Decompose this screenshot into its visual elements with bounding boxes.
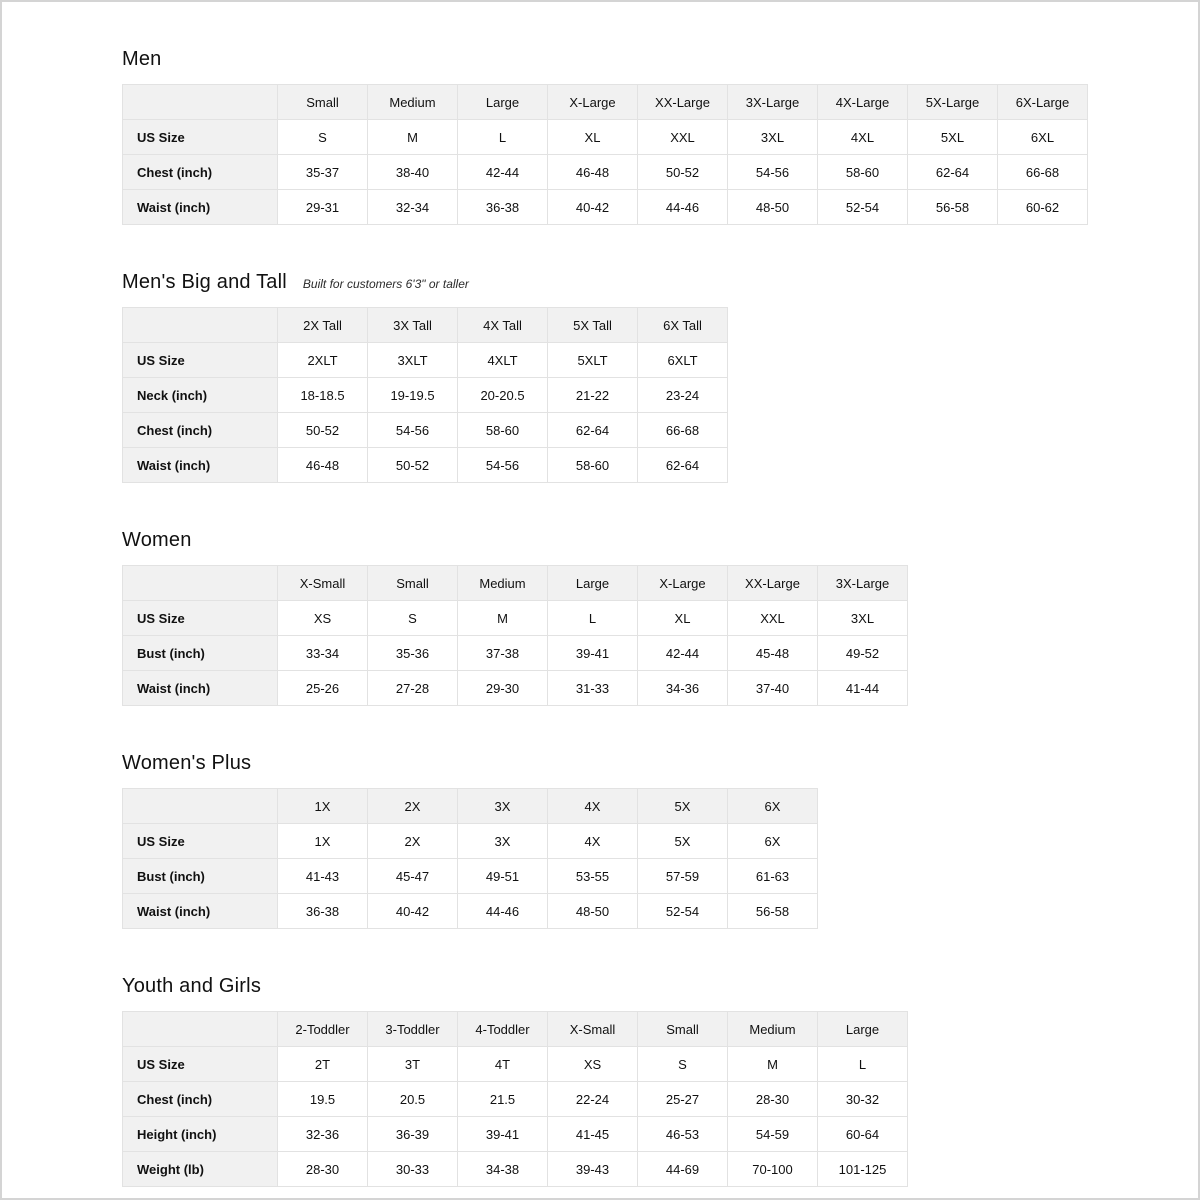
value-cell: 50-52 xyxy=(368,448,458,483)
column-header-row xyxy=(123,308,728,343)
value-cell: 30-33 xyxy=(368,1152,458,1187)
corner-cell xyxy=(123,789,278,824)
section-heading xyxy=(122,48,1168,71)
row-label: Waist (inch) xyxy=(123,894,278,929)
value-cell: M xyxy=(368,120,458,155)
column-header: 4X-Large xyxy=(818,85,908,120)
row-label: Waist (inch) xyxy=(123,671,278,706)
row-label: Neck (inch) xyxy=(123,378,278,413)
value-cell: 29-30 xyxy=(458,671,548,706)
column-header: X-Small xyxy=(548,1012,638,1047)
value-cell: 39-41 xyxy=(458,1117,548,1152)
column-header: 3-Toddler xyxy=(368,1012,458,1047)
column-header: X-Small xyxy=(278,566,368,601)
value-cell: 20-20.5 xyxy=(458,378,548,413)
value-cell: 22-24 xyxy=(548,1082,638,1117)
size-table-womens-plus xyxy=(122,788,818,929)
table-row xyxy=(123,1117,908,1152)
value-cell: L xyxy=(818,1047,908,1082)
row-label: US Size xyxy=(123,824,278,859)
value-cell: 6XLT xyxy=(638,343,728,378)
value-cell: M xyxy=(458,601,548,636)
value-cell: L xyxy=(458,120,548,155)
column-header-row xyxy=(123,789,818,824)
value-cell: 6XL xyxy=(998,120,1088,155)
value-cell: 45-48 xyxy=(728,636,818,671)
value-cell: 57-59 xyxy=(638,859,728,894)
column-header: Small xyxy=(278,85,368,120)
table-row xyxy=(123,894,818,929)
value-cell: 5XLT xyxy=(548,343,638,378)
value-cell: 40-42 xyxy=(368,894,458,929)
value-cell: 3T xyxy=(368,1047,458,1082)
column-header: 3X Tall xyxy=(368,308,458,343)
value-cell: L xyxy=(548,601,638,636)
value-cell: 44-46 xyxy=(638,190,728,225)
section-subtitle: Built for customers 6'3" or taller xyxy=(302,277,469,291)
value-cell: 44-46 xyxy=(458,894,548,929)
section-heading xyxy=(122,271,1168,294)
value-cell: 42-44 xyxy=(638,636,728,671)
value-cell: 38-40 xyxy=(368,155,458,190)
column-header: Large xyxy=(818,1012,908,1047)
value-cell: 54-59 xyxy=(728,1117,818,1152)
row-label: Weight (lb) xyxy=(123,1152,278,1187)
size-table-women xyxy=(122,565,908,706)
row-label: Waist (inch) xyxy=(123,190,278,225)
column-header: XX-Large xyxy=(638,85,728,120)
table-row xyxy=(123,636,908,671)
column-header: XX-Large xyxy=(728,566,818,601)
section-title: Men's Big and Tall xyxy=(122,271,287,293)
column-header: Large xyxy=(458,85,548,120)
column-header: 4X Tall xyxy=(458,308,548,343)
row-label: Waist (inch) xyxy=(123,448,278,483)
row-label: Bust (inch) xyxy=(123,859,278,894)
value-cell: 60-62 xyxy=(998,190,1088,225)
value-cell: XXL xyxy=(638,120,728,155)
table-row xyxy=(123,448,728,483)
value-cell: 36-38 xyxy=(458,190,548,225)
value-cell: 42-44 xyxy=(458,155,548,190)
section-title: Women's Plus xyxy=(122,752,252,774)
column-header: 5X xyxy=(638,789,728,824)
value-cell: 25-26 xyxy=(278,671,368,706)
table-row xyxy=(123,343,728,378)
value-cell: 3XLT xyxy=(368,343,458,378)
value-cell: 29-31 xyxy=(278,190,368,225)
value-cell: 4XLT xyxy=(458,343,548,378)
column-header: Medium xyxy=(368,85,458,120)
value-cell: 31-33 xyxy=(548,671,638,706)
column-header: 3X-Large xyxy=(818,566,908,601)
value-cell: 20.5 xyxy=(368,1082,458,1117)
column-header-row xyxy=(123,566,908,601)
column-header: 2X xyxy=(368,789,458,824)
value-cell: M xyxy=(728,1047,818,1082)
value-cell: 53-55 xyxy=(548,859,638,894)
value-cell: 28-30 xyxy=(278,1152,368,1187)
value-cell: 49-51 xyxy=(458,859,548,894)
value-cell: 5X xyxy=(638,824,728,859)
value-cell: 54-56 xyxy=(728,155,818,190)
value-cell: 3XL xyxy=(728,120,818,155)
column-header: Small xyxy=(638,1012,728,1047)
value-cell: 101-125 xyxy=(818,1152,908,1187)
table-row xyxy=(123,378,728,413)
value-cell: 44-69 xyxy=(638,1152,728,1187)
table-row xyxy=(123,413,728,448)
value-cell: 41-43 xyxy=(278,859,368,894)
table-row xyxy=(123,671,908,706)
column-header: Medium xyxy=(728,1012,818,1047)
corner-cell xyxy=(123,1012,278,1047)
value-cell: 52-54 xyxy=(818,190,908,225)
column-header: 5X Tall xyxy=(548,308,638,343)
value-cell: 58-60 xyxy=(548,448,638,483)
column-header-row xyxy=(123,85,1088,120)
value-cell: 27-28 xyxy=(368,671,458,706)
value-cell: 36-39 xyxy=(368,1117,458,1152)
value-cell: 21-22 xyxy=(548,378,638,413)
value-cell: S xyxy=(278,120,368,155)
value-cell: 50-52 xyxy=(638,155,728,190)
value-cell: 48-50 xyxy=(548,894,638,929)
row-label: US Size xyxy=(123,1047,278,1082)
table-row xyxy=(123,601,908,636)
value-cell: 23-24 xyxy=(638,378,728,413)
column-header: 3X-Large xyxy=(728,85,818,120)
value-cell: S xyxy=(638,1047,728,1082)
value-cell: 35-37 xyxy=(278,155,368,190)
value-cell: 40-42 xyxy=(548,190,638,225)
value-cell: 4XL xyxy=(818,120,908,155)
value-cell: 28-30 xyxy=(728,1082,818,1117)
section-women xyxy=(122,529,1168,706)
value-cell: 34-38 xyxy=(458,1152,548,1187)
table-row xyxy=(123,190,1088,225)
table-row xyxy=(123,1082,908,1117)
value-cell: 39-43 xyxy=(548,1152,638,1187)
column-header-row xyxy=(123,1012,908,1047)
value-cell: 34-36 xyxy=(638,671,728,706)
value-cell: 66-68 xyxy=(998,155,1088,190)
value-cell: 19.5 xyxy=(278,1082,368,1117)
value-cell: 1X xyxy=(278,824,368,859)
value-cell: 48-50 xyxy=(728,190,818,225)
row-label: Bust (inch) xyxy=(123,636,278,671)
corner-cell xyxy=(123,308,278,343)
value-cell: 35-36 xyxy=(368,636,458,671)
column-header: 6X xyxy=(728,789,818,824)
section-men xyxy=(122,48,1168,225)
value-cell: 39-41 xyxy=(548,636,638,671)
corner-cell xyxy=(123,85,278,120)
row-label: Chest (inch) xyxy=(123,413,278,448)
value-cell: 62-64 xyxy=(638,448,728,483)
row-label: Height (inch) xyxy=(123,1117,278,1152)
column-header: 5X-Large xyxy=(908,85,998,120)
value-cell: XL xyxy=(638,601,728,636)
section-mens-big-and-tall xyxy=(122,271,1168,483)
value-cell: 61-63 xyxy=(728,859,818,894)
section-youth-and-girls xyxy=(122,975,1168,1187)
value-cell: 2XLT xyxy=(278,343,368,378)
row-label: US Size xyxy=(123,601,278,636)
column-header: Small xyxy=(368,566,458,601)
row-label: Chest (inch) xyxy=(123,1082,278,1117)
value-cell: 41-45 xyxy=(548,1117,638,1152)
value-cell: 2X xyxy=(368,824,458,859)
section-heading xyxy=(122,752,1168,775)
value-cell: 3XL xyxy=(818,601,908,636)
column-header: 3X xyxy=(458,789,548,824)
value-cell: 46-48 xyxy=(278,448,368,483)
table-row xyxy=(123,1152,908,1187)
size-table-youth-and-girls xyxy=(122,1011,908,1187)
size-table-men xyxy=(122,84,1088,225)
section-title: Youth and Girls xyxy=(122,975,262,997)
value-cell: 41-44 xyxy=(818,671,908,706)
value-cell: 62-64 xyxy=(908,155,998,190)
value-cell: 3X xyxy=(458,824,548,859)
table-row xyxy=(123,155,1088,190)
value-cell: 32-34 xyxy=(368,190,458,225)
table-row xyxy=(123,824,818,859)
value-cell: 66-68 xyxy=(638,413,728,448)
size-table-mens-big-and-tall xyxy=(122,307,728,483)
value-cell: S xyxy=(368,601,458,636)
value-cell: XXL xyxy=(728,601,818,636)
section-title: Men xyxy=(122,48,162,70)
section-heading xyxy=(122,529,1168,552)
value-cell: 5XL xyxy=(908,120,998,155)
table-row xyxy=(123,120,1088,155)
value-cell: 4T xyxy=(458,1047,548,1082)
section-womens-plus xyxy=(122,752,1168,929)
value-cell: 4X xyxy=(548,824,638,859)
value-cell: 18-18.5 xyxy=(278,378,368,413)
column-header: 4-Toddler xyxy=(458,1012,548,1047)
column-header: Medium xyxy=(458,566,548,601)
column-header: 6X Tall xyxy=(638,308,728,343)
value-cell: 25-27 xyxy=(638,1082,728,1117)
value-cell: 49-52 xyxy=(818,636,908,671)
value-cell: 37-40 xyxy=(728,671,818,706)
row-label: US Size xyxy=(123,120,278,155)
value-cell: XL xyxy=(548,120,638,155)
value-cell: 50-52 xyxy=(278,413,368,448)
column-header: 2X Tall xyxy=(278,308,368,343)
value-cell: 56-58 xyxy=(908,190,998,225)
value-cell: 60-64 xyxy=(818,1117,908,1152)
value-cell: 36-38 xyxy=(278,894,368,929)
corner-cell xyxy=(123,566,278,601)
value-cell: 32-36 xyxy=(278,1117,368,1152)
column-header: 4X xyxy=(548,789,638,824)
value-cell: 58-60 xyxy=(818,155,908,190)
column-header: X-Large xyxy=(548,85,638,120)
value-cell: 62-64 xyxy=(548,413,638,448)
section-title: Women xyxy=(122,529,192,551)
value-cell: 54-56 xyxy=(458,448,548,483)
section-heading xyxy=(122,975,1168,998)
table-row xyxy=(123,859,818,894)
value-cell: 37-38 xyxy=(458,636,548,671)
value-cell: 30-32 xyxy=(818,1082,908,1117)
column-header: X-Large xyxy=(638,566,728,601)
value-cell: 46-48 xyxy=(548,155,638,190)
value-cell: 45-47 xyxy=(368,859,458,894)
table-row xyxy=(123,1047,908,1082)
value-cell: 2T xyxy=(278,1047,368,1082)
column-header: Large xyxy=(548,566,638,601)
value-cell: 54-56 xyxy=(368,413,458,448)
value-cell: 19-19.5 xyxy=(368,378,458,413)
value-cell: 46-53 xyxy=(638,1117,728,1152)
value-cell: 33-34 xyxy=(278,636,368,671)
value-cell: 56-58 xyxy=(728,894,818,929)
value-cell: 52-54 xyxy=(638,894,728,929)
value-cell: 6X xyxy=(728,824,818,859)
column-header: 2-Toddler xyxy=(278,1012,368,1047)
column-header: 1X xyxy=(278,789,368,824)
value-cell: 58-60 xyxy=(458,413,548,448)
value-cell: 70-100 xyxy=(728,1152,818,1187)
row-label: US Size xyxy=(123,343,278,378)
row-label: Chest (inch) xyxy=(123,155,278,190)
column-header: 6X-Large xyxy=(998,85,1088,120)
value-cell: XS xyxy=(278,601,368,636)
value-cell: XS xyxy=(548,1047,638,1082)
value-cell: 21.5 xyxy=(458,1082,548,1117)
